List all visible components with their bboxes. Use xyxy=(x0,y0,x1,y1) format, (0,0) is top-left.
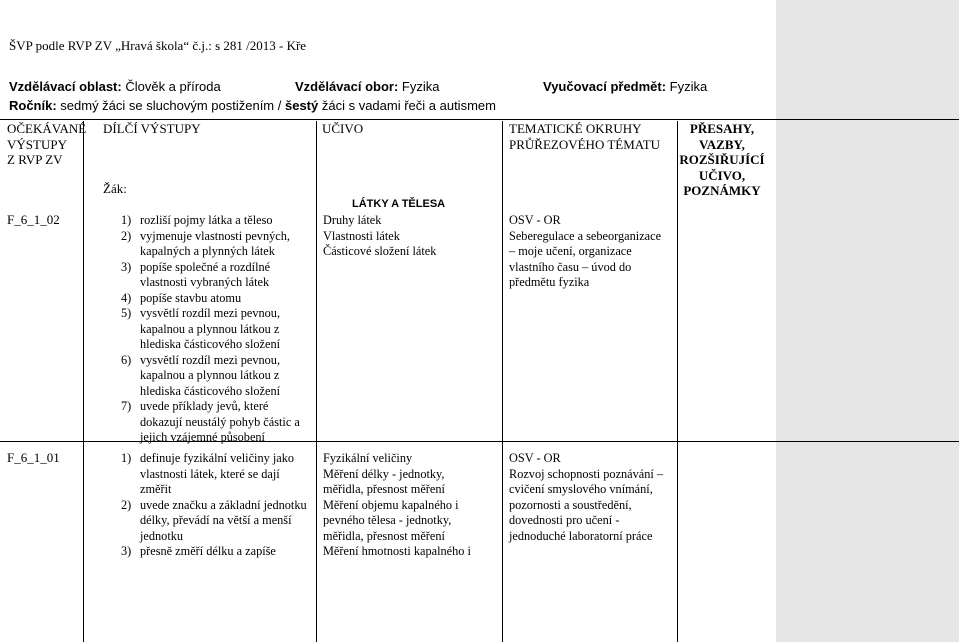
list-item: 1) definuje fyzikální veličiny jako vlastnosti látek, které se dají změřit xyxy=(121,451,294,496)
column-divider xyxy=(316,121,317,642)
list-item: 3) přesně změří délku a zapíše xyxy=(121,544,276,558)
curriculum-cell: Druhy látek Vlastnosti látek Částicové složení látek xyxy=(323,213,437,258)
column-header-partial-outputs: DÍLČÍ VÝSTUPY xyxy=(103,121,201,136)
row-code: F_6_1_02 xyxy=(7,212,60,227)
themes-cell: OSV - OR Seberegulace a sebeorganizace – moje učení, organizace vlastního času – úvod do předmětu fyzika xyxy=(509,213,662,289)
educational-area: Vzdělávací oblast: Člověk a příroda xyxy=(9,79,221,94)
table-top-border xyxy=(0,119,959,120)
list-item: 7) uvede příklady jevů, které dokazují neustálý pohyb částic a jejich vzájemné působení xyxy=(121,399,300,444)
list-item: 2) vyjmenuje vlastnosti pevných, kapalných a plynných látek xyxy=(121,228,290,258)
partial-outputs-list xyxy=(121,451,311,560)
row-code: F_6_1_01 xyxy=(7,450,60,465)
list-item: 5) vysvětlí rozdíl mezi pevnou, kapalnou a plynnou látkou z hlediska částicového složení xyxy=(121,306,281,351)
list-item: 3) popíše společné a rozdílné vlastnosti vybraných látek xyxy=(121,259,271,289)
column-header-notes: PŘESAHY, VAZBY, ROZŠIŘUJÍCÍ UČIVO, POZNÁMKY xyxy=(679,121,765,198)
list-item: 1) rozliší pojmy látka a těleso xyxy=(121,213,273,227)
column-divider xyxy=(502,121,503,642)
themes-cell: OSV - OR Rozvoj schopnosti poznávání – cvičení smyslového vnímání, pozornosti a soustředění, dovednosti pro učení - jednoduché laboratorní práce xyxy=(509,451,664,543)
section-title: LÁTKY A TĚLESA xyxy=(352,198,446,210)
curriculum-cell: Fyzikální veličiny Měření délky - jednotky, měřidla, přesnost měření Měření objemu kapalného i pevného tělesa - jednotky, měřidla, přesnost měření Měření hmotnosti kapalného i xyxy=(323,451,471,558)
grey-margin xyxy=(776,0,959,642)
pupil-label: Žák: xyxy=(103,181,127,196)
list-item: 2) uvede značku a základní jednotku délky, převádí na větší a menší jednotku xyxy=(121,497,307,543)
list-item: 6) vysvětlí rozdíl mezi pevnou, kapalnou a plynnou látkou z hlediska částicového složení xyxy=(121,352,281,398)
list-item: 4) popíše stavbu atomu xyxy=(121,290,242,305)
column-divider xyxy=(83,121,84,642)
column-header-expected-outputs: OČEKÁVANÉ VÝSTUPY Z RVP ZV xyxy=(7,121,87,167)
teaching-subject: Vyučovací předmět: Fyzika xyxy=(543,79,708,94)
document-reference: ŠVP podle RVP ZV „Hravá škola“ č.j.: s 281 /2013 - Kře xyxy=(9,38,307,53)
column-header-curriculum: UČIVO xyxy=(322,121,364,136)
partial-outputs-list xyxy=(121,213,311,446)
grade-line: Ročník: sedmý žáci se sluchovým postižením / šestý žáci s vadami řeči a autismem xyxy=(9,98,496,113)
column-divider xyxy=(677,121,678,642)
column-header-themes: TEMATICKÉ OKRUHY PRŮŘEZOVÉHO TÉMATU xyxy=(509,121,661,152)
educational-field: Vzdělávací obor: Fyzika xyxy=(295,79,440,94)
